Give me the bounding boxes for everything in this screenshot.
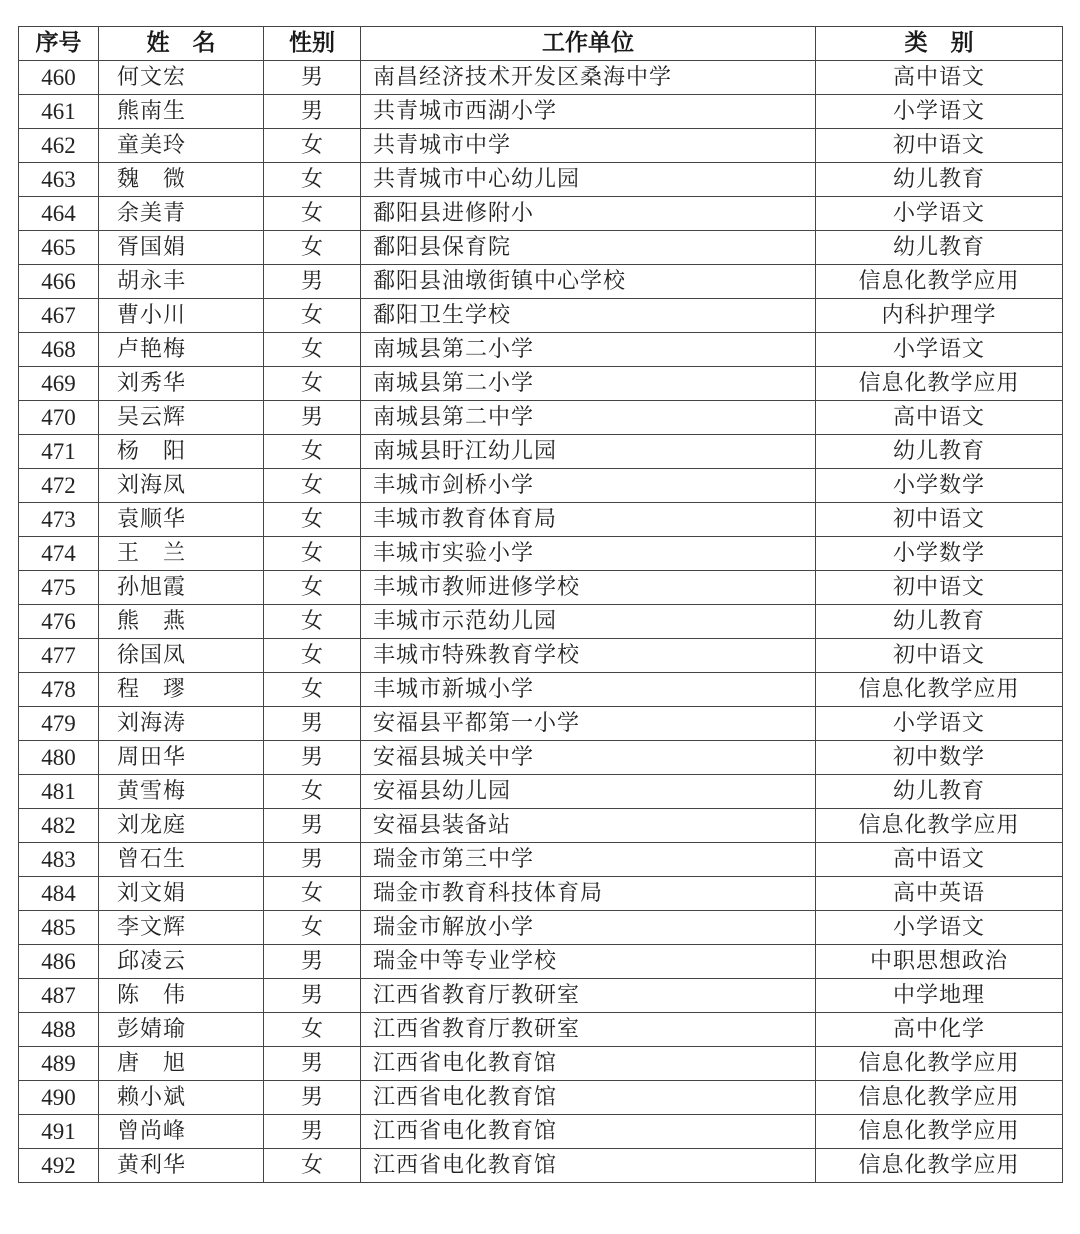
cell-work-unit: 瑞金市第三中学 bbox=[361, 843, 816, 877]
table-row bbox=[19, 605, 1063, 639]
cell-work-unit: 共青城市中心幼儿园 bbox=[361, 163, 816, 197]
cell-name: 王 兰 bbox=[99, 537, 264, 571]
cell-category: 小学语文 bbox=[816, 95, 1063, 129]
cell-category: 初中数学 bbox=[816, 741, 1063, 775]
cell-name: 周田华 bbox=[99, 741, 264, 775]
table-row bbox=[19, 639, 1063, 673]
cell-name: 何文宏 bbox=[99, 61, 264, 95]
header-row bbox=[19, 27, 1063, 61]
cell-name: 曹小川 bbox=[99, 299, 264, 333]
table-row bbox=[19, 197, 1063, 231]
cell-name: 徐国凤 bbox=[99, 639, 264, 673]
cell-category: 高中化学 bbox=[816, 1013, 1063, 1047]
cell-work-unit: 江西省电化教育馆 bbox=[361, 1081, 816, 1115]
cell-serial-number: 483 bbox=[19, 843, 99, 877]
header-work-unit: 工作单位 bbox=[361, 27, 816, 61]
table-row bbox=[19, 911, 1063, 945]
cell-serial-number: 476 bbox=[19, 605, 99, 639]
cell-gender: 女 bbox=[264, 435, 361, 469]
cell-serial-number: 491 bbox=[19, 1115, 99, 1149]
cell-serial-number: 461 bbox=[19, 95, 99, 129]
cell-gender: 女 bbox=[264, 299, 361, 333]
cell-serial-number: 490 bbox=[19, 1081, 99, 1115]
teacher-roster-table bbox=[18, 26, 1063, 1183]
cell-name: 刘文娟 bbox=[99, 877, 264, 911]
cell-category: 信息化教学应用 bbox=[816, 265, 1063, 299]
cell-name: 唐 旭 bbox=[99, 1047, 264, 1081]
cell-serial-number: 488 bbox=[19, 1013, 99, 1047]
header-gender: 性别 bbox=[264, 27, 361, 61]
cell-category: 高中语文 bbox=[816, 843, 1063, 877]
cell-name: 赖小斌 bbox=[99, 1081, 264, 1115]
cell-work-unit: 丰城市剑桥小学 bbox=[361, 469, 816, 503]
cell-category: 小学语文 bbox=[816, 707, 1063, 741]
table-row bbox=[19, 945, 1063, 979]
cell-category: 幼儿教育 bbox=[816, 775, 1063, 809]
table-row bbox=[19, 809, 1063, 843]
table-row bbox=[19, 707, 1063, 741]
cell-name: 刘秀华 bbox=[99, 367, 264, 401]
cell-serial-number: 473 bbox=[19, 503, 99, 537]
cell-gender: 女 bbox=[264, 1013, 361, 1047]
cell-name: 曾尚峰 bbox=[99, 1115, 264, 1149]
cell-category: 小学语文 bbox=[816, 197, 1063, 231]
cell-work-unit: 丰城市教育体育局 bbox=[361, 503, 816, 537]
header-name: 姓 名 bbox=[99, 27, 264, 61]
table-row bbox=[19, 775, 1063, 809]
cell-serial-number: 460 bbox=[19, 61, 99, 95]
cell-work-unit: 丰城市特殊教育学校 bbox=[361, 639, 816, 673]
cell-gender: 男 bbox=[264, 945, 361, 979]
header-serial-number: 序号 bbox=[19, 27, 99, 61]
table-row bbox=[19, 299, 1063, 333]
cell-name: 黄雪梅 bbox=[99, 775, 264, 809]
cell-gender: 男 bbox=[264, 61, 361, 95]
cell-name: 卢艳梅 bbox=[99, 333, 264, 367]
cell-category: 幼儿教育 bbox=[816, 435, 1063, 469]
cell-serial-number: 487 bbox=[19, 979, 99, 1013]
table-row bbox=[19, 367, 1063, 401]
table-row bbox=[19, 163, 1063, 197]
cell-gender: 女 bbox=[264, 775, 361, 809]
cell-work-unit: 安福县平都第一小学 bbox=[361, 707, 816, 741]
cell-category: 高中语文 bbox=[816, 61, 1063, 95]
cell-work-unit: 瑞金市教育科技体育局 bbox=[361, 877, 816, 911]
table-row bbox=[19, 741, 1063, 775]
cell-serial-number: 482 bbox=[19, 809, 99, 843]
cell-work-unit: 鄱阳卫生学校 bbox=[361, 299, 816, 333]
cell-work-unit: 南城县第二中学 bbox=[361, 401, 816, 435]
cell-serial-number: 467 bbox=[19, 299, 99, 333]
cell-category: 高中英语 bbox=[816, 877, 1063, 911]
cell-work-unit: 丰城市实验小学 bbox=[361, 537, 816, 571]
cell-name: 程 璆 bbox=[99, 673, 264, 707]
cell-category: 初中语文 bbox=[816, 503, 1063, 537]
cell-serial-number: 481 bbox=[19, 775, 99, 809]
table-row bbox=[19, 1013, 1063, 1047]
cell-category: 中职思想政治 bbox=[816, 945, 1063, 979]
table-row bbox=[19, 1081, 1063, 1115]
cell-gender: 女 bbox=[264, 537, 361, 571]
table-row bbox=[19, 469, 1063, 503]
cell-name: 刘龙庭 bbox=[99, 809, 264, 843]
cell-gender: 女 bbox=[264, 503, 361, 537]
cell-gender: 女 bbox=[264, 129, 361, 163]
cell-work-unit: 江西省电化教育馆 bbox=[361, 1149, 816, 1183]
cell-serial-number: 480 bbox=[19, 741, 99, 775]
cell-name: 黄利华 bbox=[99, 1149, 264, 1183]
cell-name: 李文辉 bbox=[99, 911, 264, 945]
cell-serial-number: 463 bbox=[19, 163, 99, 197]
cell-category: 小学语文 bbox=[816, 333, 1063, 367]
cell-serial-number: 462 bbox=[19, 129, 99, 163]
cell-serial-number: 478 bbox=[19, 673, 99, 707]
cell-name: 余美青 bbox=[99, 197, 264, 231]
cell-work-unit: 鄱阳县油墩街镇中心学校 bbox=[361, 265, 816, 299]
cell-category: 幼儿教育 bbox=[816, 163, 1063, 197]
cell-category: 小学数学 bbox=[816, 469, 1063, 503]
table-row bbox=[19, 61, 1063, 95]
table-row bbox=[19, 673, 1063, 707]
cell-serial-number: 477 bbox=[19, 639, 99, 673]
cell-category: 幼儿教育 bbox=[816, 605, 1063, 639]
cell-gender: 女 bbox=[264, 469, 361, 503]
cell-gender: 女 bbox=[264, 571, 361, 605]
cell-name: 刘海涛 bbox=[99, 707, 264, 741]
cell-gender: 男 bbox=[264, 265, 361, 299]
cell-gender: 男 bbox=[264, 741, 361, 775]
header-category: 类 别 bbox=[816, 27, 1063, 61]
cell-gender: 女 bbox=[264, 877, 361, 911]
cell-category: 信息化教学应用 bbox=[816, 1149, 1063, 1183]
table-row bbox=[19, 265, 1063, 299]
cell-gender: 男 bbox=[264, 401, 361, 435]
cell-gender: 女 bbox=[264, 1149, 361, 1183]
cell-name: 魏 微 bbox=[99, 163, 264, 197]
cell-category: 信息化教学应用 bbox=[816, 1081, 1063, 1115]
table-row bbox=[19, 571, 1063, 605]
cell-serial-number: 485 bbox=[19, 911, 99, 945]
table-row bbox=[19, 1149, 1063, 1183]
cell-serial-number: 466 bbox=[19, 265, 99, 299]
cell-name: 陈 伟 bbox=[99, 979, 264, 1013]
cell-gender: 女 bbox=[264, 163, 361, 197]
table-row bbox=[19, 843, 1063, 877]
table-body bbox=[19, 61, 1063, 1183]
table-row bbox=[19, 401, 1063, 435]
table-row bbox=[19, 877, 1063, 911]
cell-work-unit: 南昌经济技术开发区桑海中学 bbox=[361, 61, 816, 95]
cell-category: 小学语文 bbox=[816, 911, 1063, 945]
cell-serial-number: 471 bbox=[19, 435, 99, 469]
table-row bbox=[19, 1047, 1063, 1081]
cell-name: 邱凌云 bbox=[99, 945, 264, 979]
cell-gender: 女 bbox=[264, 333, 361, 367]
cell-gender: 女 bbox=[264, 231, 361, 265]
cell-work-unit: 鄱阳县进修附小 bbox=[361, 197, 816, 231]
cell-work-unit: 安福县城关中学 bbox=[361, 741, 816, 775]
cell-serial-number: 484 bbox=[19, 877, 99, 911]
cell-gender: 男 bbox=[264, 707, 361, 741]
cell-category: 内科护理学 bbox=[816, 299, 1063, 333]
cell-work-unit: 丰城市示范幼儿园 bbox=[361, 605, 816, 639]
table-row bbox=[19, 333, 1063, 367]
cell-serial-number: 489 bbox=[19, 1047, 99, 1081]
cell-gender: 男 bbox=[264, 1081, 361, 1115]
cell-serial-number: 468 bbox=[19, 333, 99, 367]
cell-gender: 男 bbox=[264, 95, 361, 129]
table-row bbox=[19, 129, 1063, 163]
table-row bbox=[19, 231, 1063, 265]
table-header bbox=[19, 27, 1063, 61]
cell-work-unit: 江西省教育厅教研室 bbox=[361, 979, 816, 1013]
cell-category: 信息化教学应用 bbox=[816, 367, 1063, 401]
table-row bbox=[19, 95, 1063, 129]
cell-name: 熊 燕 bbox=[99, 605, 264, 639]
cell-gender: 男 bbox=[264, 1047, 361, 1081]
table-row bbox=[19, 1115, 1063, 1149]
cell-serial-number: 470 bbox=[19, 401, 99, 435]
cell-category: 幼儿教育 bbox=[816, 231, 1063, 265]
cell-name: 童美玲 bbox=[99, 129, 264, 163]
cell-work-unit: 丰城市新城小学 bbox=[361, 673, 816, 707]
cell-work-unit: 江西省电化教育馆 bbox=[361, 1047, 816, 1081]
cell-category: 初中语文 bbox=[816, 129, 1063, 163]
cell-gender: 女 bbox=[264, 911, 361, 945]
cell-serial-number: 474 bbox=[19, 537, 99, 571]
cell-work-unit: 南城县第二小学 bbox=[361, 367, 816, 401]
cell-serial-number: 472 bbox=[19, 469, 99, 503]
cell-serial-number: 475 bbox=[19, 571, 99, 605]
cell-name: 胥国娟 bbox=[99, 231, 264, 265]
cell-category: 初中语文 bbox=[816, 571, 1063, 605]
cell-name: 彭婧瑜 bbox=[99, 1013, 264, 1047]
cell-category: 信息化教学应用 bbox=[816, 1115, 1063, 1149]
cell-gender: 男 bbox=[264, 809, 361, 843]
cell-serial-number: 464 bbox=[19, 197, 99, 231]
table-row bbox=[19, 503, 1063, 537]
cell-serial-number: 492 bbox=[19, 1149, 99, 1183]
cell-category: 中学地理 bbox=[816, 979, 1063, 1013]
cell-name: 孙旭霞 bbox=[99, 571, 264, 605]
cell-work-unit: 共青城市西湖小学 bbox=[361, 95, 816, 129]
cell-category: 初中语文 bbox=[816, 639, 1063, 673]
cell-work-unit: 共青城市中学 bbox=[361, 129, 816, 163]
cell-work-unit: 安福县装备站 bbox=[361, 809, 816, 843]
cell-gender: 男 bbox=[264, 843, 361, 877]
table-row bbox=[19, 979, 1063, 1013]
cell-gender: 女 bbox=[264, 605, 361, 639]
cell-gender: 女 bbox=[264, 197, 361, 231]
cell-work-unit: 瑞金中等专业学校 bbox=[361, 945, 816, 979]
cell-name: 胡永丰 bbox=[99, 265, 264, 299]
cell-work-unit: 江西省教育厅教研室 bbox=[361, 1013, 816, 1047]
table-row bbox=[19, 537, 1063, 571]
cell-gender: 男 bbox=[264, 1115, 361, 1149]
cell-work-unit: 瑞金市解放小学 bbox=[361, 911, 816, 945]
cell-name: 曾石生 bbox=[99, 843, 264, 877]
cell-category: 信息化教学应用 bbox=[816, 809, 1063, 843]
cell-category: 高中语文 bbox=[816, 401, 1063, 435]
cell-name: 熊南生 bbox=[99, 95, 264, 129]
cell-serial-number: 469 bbox=[19, 367, 99, 401]
cell-name: 刘海凤 bbox=[99, 469, 264, 503]
cell-category: 信息化教学应用 bbox=[816, 673, 1063, 707]
cell-category: 小学数学 bbox=[816, 537, 1063, 571]
table-row bbox=[19, 435, 1063, 469]
cell-serial-number: 486 bbox=[19, 945, 99, 979]
cell-serial-number: 479 bbox=[19, 707, 99, 741]
cell-gender: 女 bbox=[264, 367, 361, 401]
cell-work-unit: 江西省电化教育馆 bbox=[361, 1115, 816, 1149]
cell-work-unit: 丰城市教师进修学校 bbox=[361, 571, 816, 605]
cell-serial-number: 465 bbox=[19, 231, 99, 265]
cell-gender: 女 bbox=[264, 639, 361, 673]
cell-work-unit: 南城县盱江幼儿园 bbox=[361, 435, 816, 469]
cell-category: 信息化教学应用 bbox=[816, 1047, 1063, 1081]
cell-name: 杨 阳 bbox=[99, 435, 264, 469]
cell-gender: 女 bbox=[264, 673, 361, 707]
cell-work-unit: 鄱阳县保育院 bbox=[361, 231, 816, 265]
cell-work-unit: 南城县第二小学 bbox=[361, 333, 816, 367]
cell-gender: 男 bbox=[264, 979, 361, 1013]
cell-work-unit: 安福县幼儿园 bbox=[361, 775, 816, 809]
cell-name: 袁顺华 bbox=[99, 503, 264, 537]
cell-name: 吴云辉 bbox=[99, 401, 264, 435]
